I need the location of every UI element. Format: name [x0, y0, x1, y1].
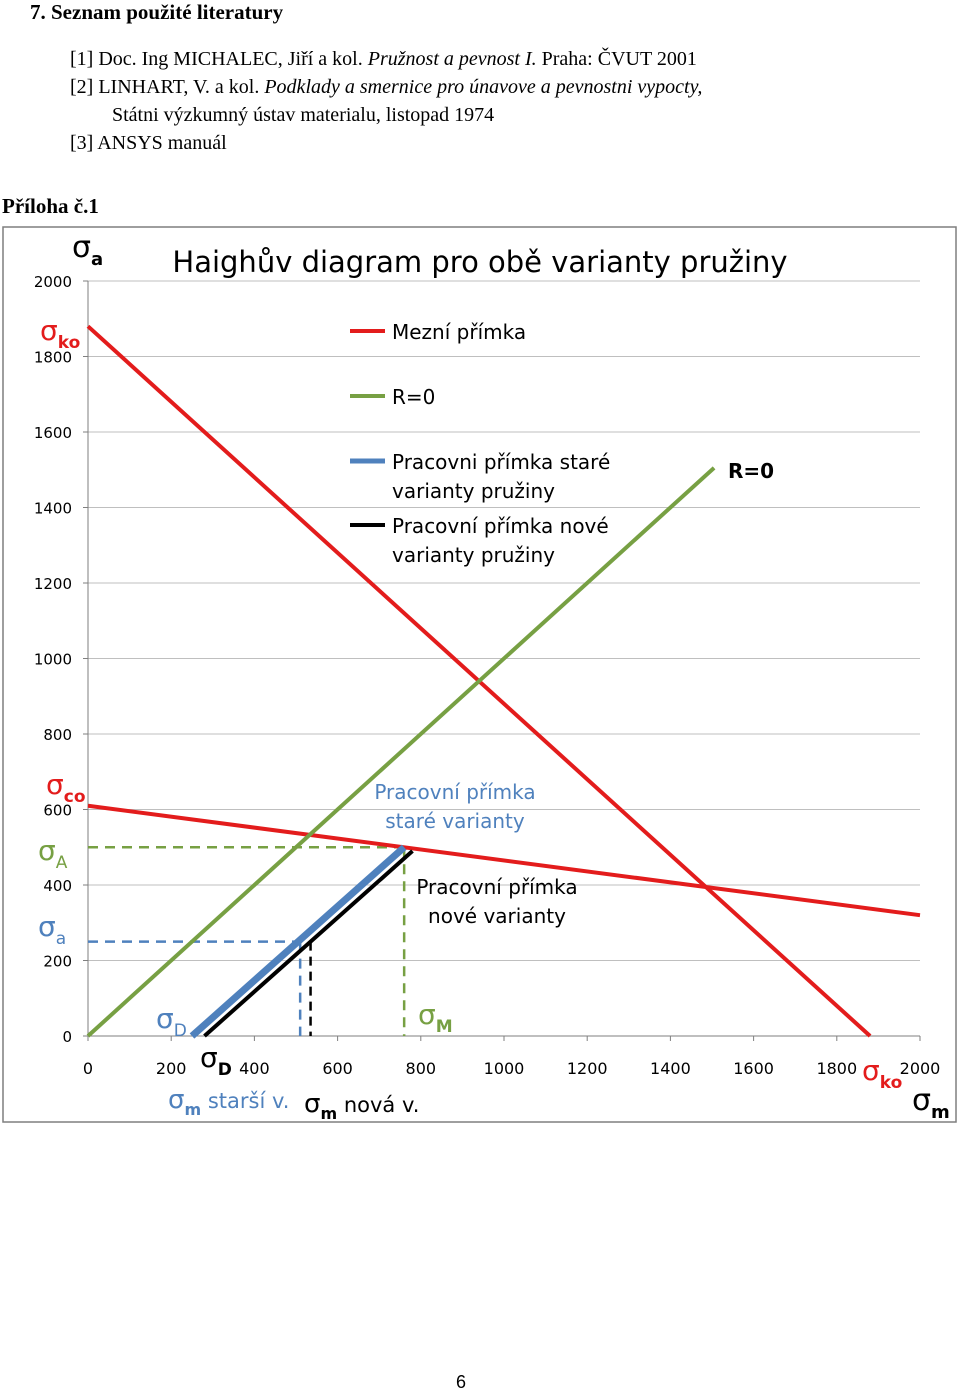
x-axis-symbol: σm	[912, 1083, 950, 1123]
legend-label: R=0	[392, 385, 436, 409]
sigma-D-old-label: σD	[156, 1002, 187, 1041]
y-tick-label: 1800	[33, 348, 72, 367]
reference-title: Podklady a smernice pro únavove a pevnostni vypocty,	[264, 76, 703, 98]
x-tick-label: 0	[82, 1059, 94, 1078]
x-tick-label: 400	[239, 1059, 270, 1078]
sigma-ko-x-label: σko	[862, 1054, 903, 1093]
reference-continuation: Státni výzkumný ústav materialu, listopad 1974	[112, 104, 495, 126]
x-tick-label: 1400	[650, 1059, 691, 1078]
x-tick-label: 1200	[566, 1059, 608, 1078]
reference-publisher: Praha: ČVUT 2001	[536, 48, 697, 70]
y-tick-label: 200	[43, 952, 72, 971]
reference-title: Pružnost a pevnost I.	[367, 48, 537, 70]
y-tick-label: 0	[62, 1028, 72, 1046]
appendix-label: Příloha č.1	[2, 194, 99, 218]
y-tick-label: 2000	[33, 273, 72, 291]
legend-label: varianty pružiny	[392, 479, 555, 503]
sigma-A-label: σA	[38, 834, 68, 873]
sigma-co-label: σco	[46, 768, 86, 807]
sigma-a-label: σa	[38, 910, 67, 949]
sigma-m-new-label: σm nová v.	[304, 1089, 420, 1123]
reference-authors: Doc. Ing MICHALEC, Jiří a kol.	[93, 48, 368, 70]
y-tick-label: 400	[43, 877, 72, 895]
x-tick-label: 800	[405, 1059, 437, 1078]
sigma-M-label: σM	[418, 998, 453, 1037]
reference-authors: ANSYS manuál	[93, 132, 227, 154]
legend-label: Pracovní přímka nové	[392, 514, 609, 538]
old-work-line	[192, 847, 404, 1036]
legend-label: Mezní přímka	[392, 320, 527, 344]
chart-title: Haighův diagram pro obě varianty pružiny	[172, 245, 788, 279]
y-tick-label: 1400	[33, 499, 72, 518]
y-tick-label: 1000	[33, 650, 72, 669]
x-tick-label: 600	[322, 1059, 353, 1078]
x-tick-label: 1600	[733, 1059, 774, 1078]
y-axis-symbol: σa	[72, 230, 104, 270]
page-number: 6	[456, 1372, 467, 1392]
x-tick-label: 2000	[899, 1059, 941, 1078]
y-tick-label: 800	[43, 726, 72, 744]
section-heading: 7. Seznam použité literatury	[30, 0, 284, 24]
sigma-ko-label: σko	[40, 314, 81, 353]
legend-label: Pracovni přímka staré	[392, 450, 611, 474]
chart-border	[3, 227, 956, 1122]
legend-label: varianty pružiny	[392, 543, 555, 567]
old-line-label: staré varianty	[385, 809, 525, 833]
sigma-m-old-label: σm starší v.	[168, 1085, 290, 1119]
r0-label: R=0	[728, 459, 775, 483]
x-tick-label: 1000	[483, 1059, 525, 1078]
new-line-label: Pracovní přímka	[416, 875, 578, 899]
sigma-D-new-label: σD	[200, 1041, 232, 1080]
y-tick-label: 1600	[33, 424, 72, 442]
reference-number: [2]	[70, 76, 94, 98]
y-tick-label: 600	[43, 801, 72, 820]
reference-number: [3]	[70, 132, 94, 154]
new-line-label: nové varianty	[428, 904, 566, 928]
x-tick-label: 200	[155, 1059, 187, 1078]
new-work-line	[204, 851, 412, 1036]
reference-number: [1]	[70, 48, 94, 70]
y-tick-label: 1200	[33, 575, 72, 593]
old-line-label: Pracovní přímka	[374, 780, 536, 804]
x-tick-label: 1800	[816, 1059, 858, 1078]
reference-authors: LINHART, V. a kol.	[93, 76, 265, 98]
